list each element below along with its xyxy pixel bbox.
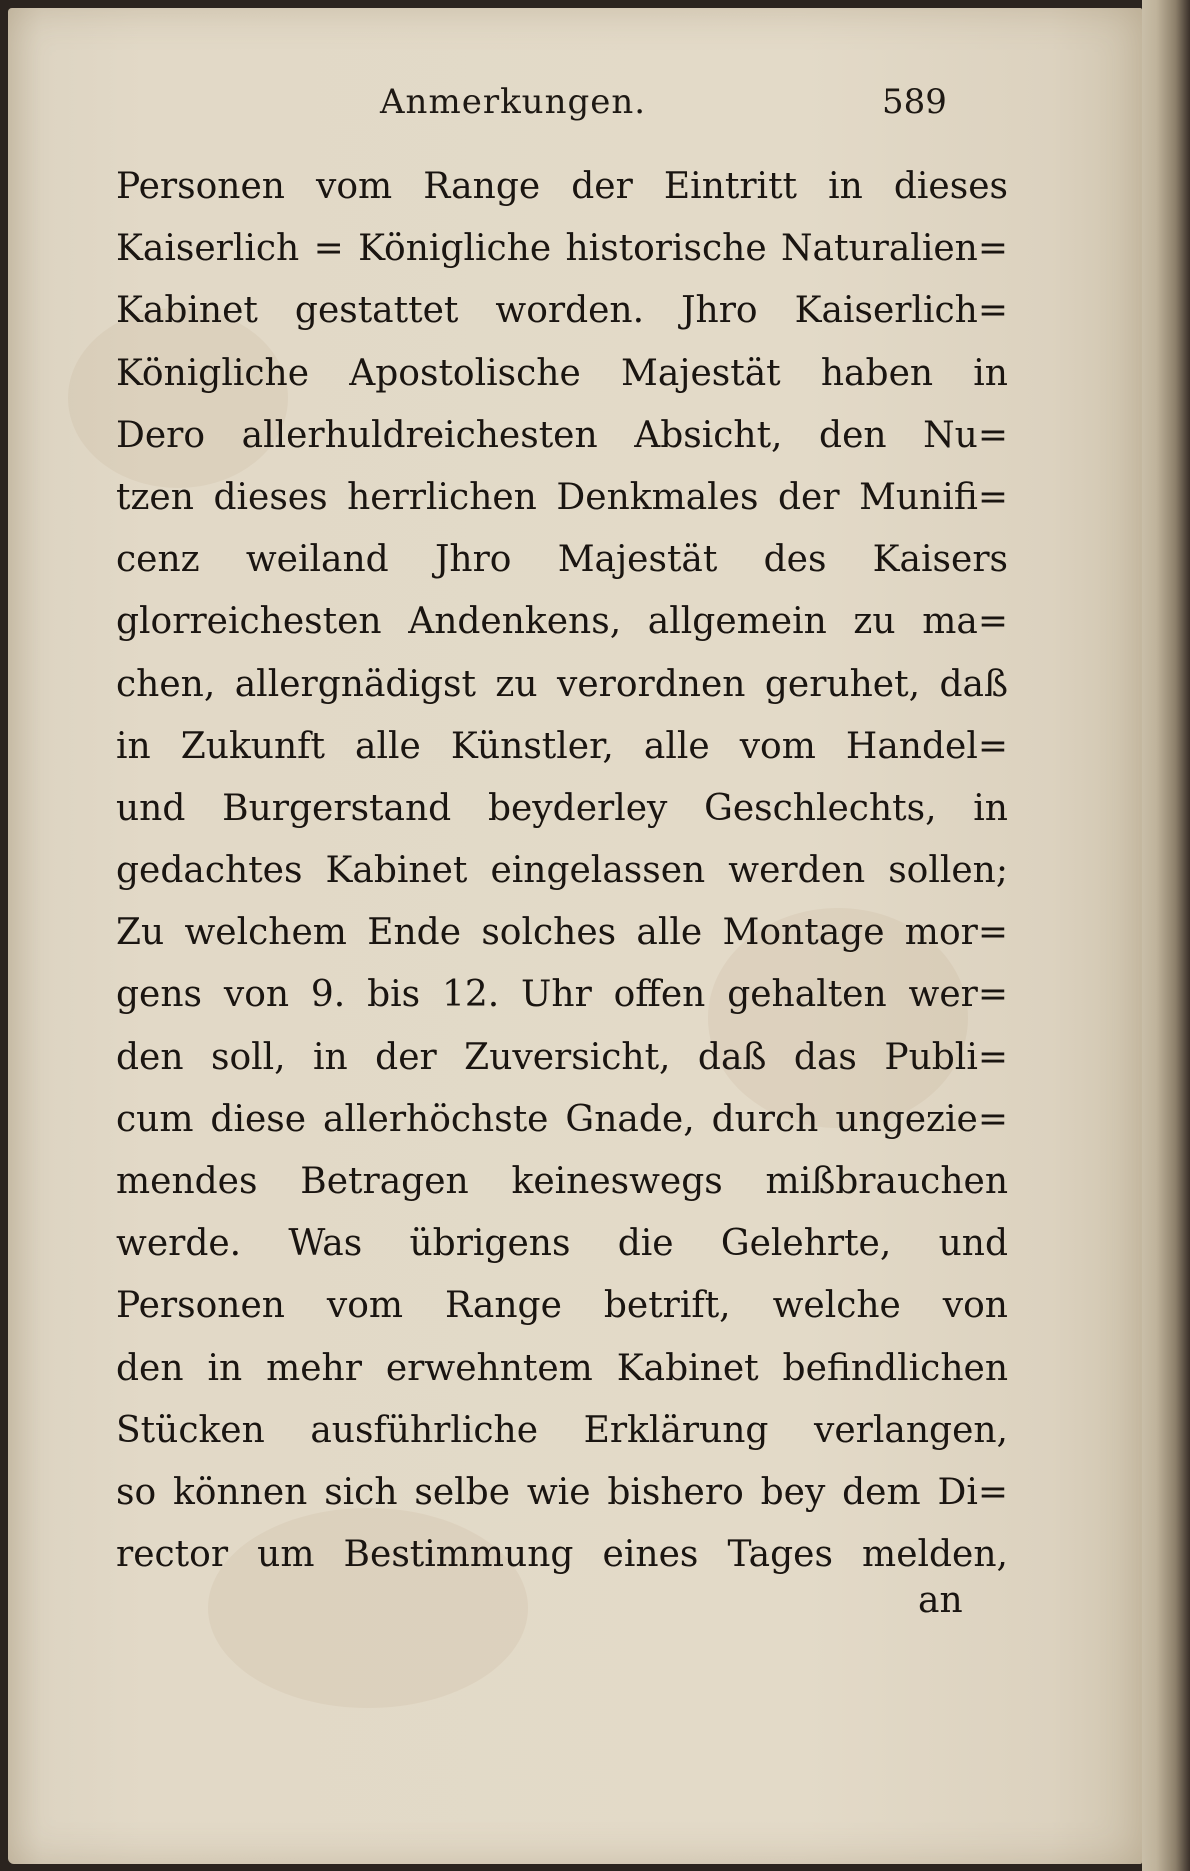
text-line: cum diese allerhöchste Gnade, durch ungezie= <box>116 1098 1008 1140</box>
text-line: den in mehr erwehntem Kabinet befindlichen <box>116 1347 1008 1389</box>
text-line: tzen dieses herrlichen Denkmales der Munifi= <box>116 476 1008 518</box>
text-line: Kaiserlich = Königliche historische Naturalien= <box>116 228 1008 270</box>
text-line: Kabinet gestattet worden. Jhro Kaiserlich= <box>116 290 1008 332</box>
text-line: in Zukunft alle Künstler, alle vom Handel= <box>116 725 1008 767</box>
text-line: rector um Bestimmung eines Tages melden, <box>116 1534 1008 1576</box>
text-line: gens von 9. bis 12. Uhr offen gehalten wer= <box>116 974 1008 1016</box>
page-header <box>8 82 1148 132</box>
book-edge <box>1142 0 1190 1871</box>
text-line: den soll, in der Zuversicht, daß das Publi= <box>116 1036 1008 1078</box>
body-text <box>116 156 1008 1586</box>
text-line: Personen vom Range betrift, welche von <box>116 1285 1008 1327</box>
text-line: mendes Betragen keineswegs mißbrauchen <box>116 1161 1008 1202</box>
text-line: Zu welchem Ende solches alle Montage mor= <box>116 912 1008 954</box>
text-line: glorreichesten Andenkens, allgemein zu ma= <box>116 601 1008 643</box>
text-line: chen, allergnädigst zu verordnen geruhet, daß <box>116 663 1008 705</box>
text-line: so können sich selbe wie bishero bey dem Di= <box>116 1471 1008 1513</box>
text-line: und Burgerstand beyderley Geschlechts, in <box>116 787 1008 829</box>
text-line: Stücken ausführliche Erklärung verlangen, <box>116 1409 1008 1451</box>
text-line: Königliche Apostolische Majestät haben in <box>116 352 1008 394</box>
page-number: 589 <box>882 82 947 122</box>
paper-sheet <box>8 8 1142 1864</box>
catchword: an <box>918 1580 963 1621</box>
running-title: Anmerkungen. <box>380 82 647 122</box>
text-line: Personen vom Range der Eintritt in dieses <box>116 166 1008 207</box>
text-line: cenz weiland Jhro Majestät des Kaisers <box>116 539 1008 581</box>
text-line: werde. Was übrigens die Gelehrte, und <box>116 1223 1008 1265</box>
text-line: Dero allerhuldreichesten Absicht, den Nu= <box>116 414 1008 456</box>
text-line: gedachtes Kabinet eingelassen werden sollen; <box>116 850 1008 892</box>
